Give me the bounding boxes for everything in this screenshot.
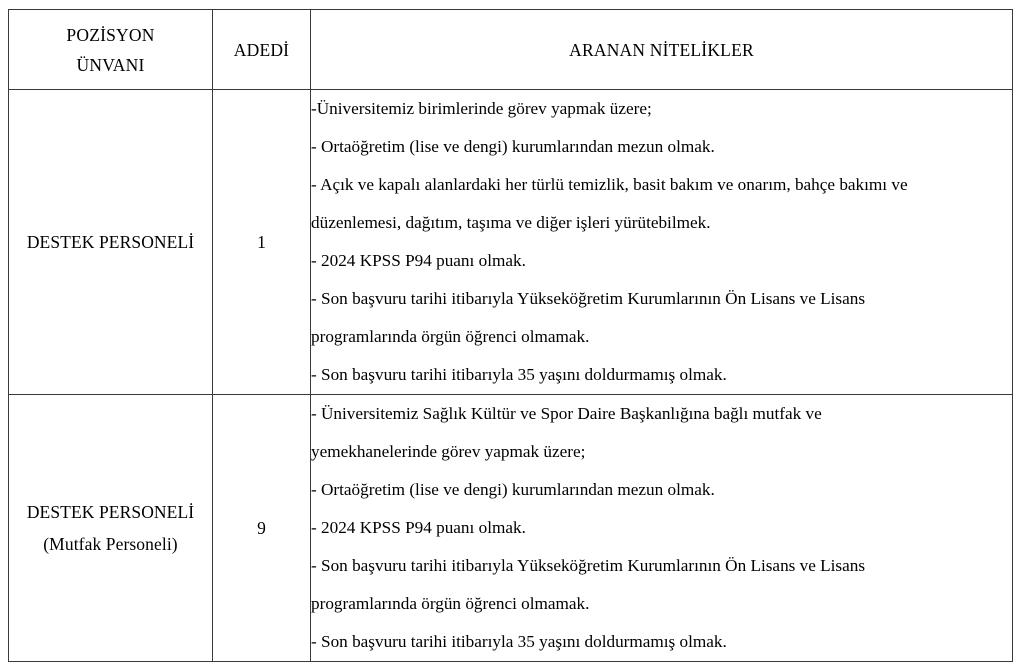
requirement-line: - Açık ve kapalı alanlardaki her türlü temizlik, basit bakım ve onarım, bahçe bakımı ve: [311, 175, 908, 194]
requirement-line: - Ortaöğretim (lise ve dengi) kurumlarından mezun olmak.: [311, 480, 715, 499]
requirement-line: - 2024 KPSS P94 puanı olmak.: [311, 518, 526, 537]
requirement-line: - Son başvuru tarihi itibarıyla Yükseköğretim Kurumlarının Ön Lisans ve Lisans: [311, 556, 866, 575]
requirement-line: -Üniversitemiz birimlerinde görev yapmak üzere;: [311, 99, 652, 118]
table-body: [9, 90, 1013, 662]
row-count: 1: [213, 90, 311, 395]
requirement-line: programlarında örgün öğrenci olmamak.: [311, 327, 590, 346]
requirement-line: - Son başvuru tarihi itibarıyla 35 yaşını doldurmamış olmak.: [311, 365, 727, 384]
requirement-line: - Üniversitemiz Sağlık Kültür ve Spor Daire Başkanlığına bağlı mutfak ve: [311, 404, 822, 423]
requirement-line: düzenlemesi, dağıtım, taşıma ve diğer işleri yürütebilmek.: [311, 213, 711, 232]
header-row: [9, 10, 1013, 90]
row-position-title: [9, 90, 213, 395]
table-header: [9, 10, 1013, 90]
table-row: [9, 395, 1013, 662]
header-requirements: ARANAN NİTELİKLER: [311, 10, 1013, 90]
requirement-line: - Son başvuru tarihi itibarıyla 35 yaşını doldurmamış olmak.: [311, 632, 727, 651]
requirement-line: - 2024 KPSS P94 puanı olmak.: [311, 251, 526, 270]
requirement-line: - Ortaöğretim (lise ve dengi) kurumlarından mezun olmak.: [311, 137, 715, 156]
vacancy-table: [8, 9, 1013, 662]
row-position-title: [9, 395, 213, 662]
requirement-line: programlarında örgün öğrenci olmamak.: [311, 594, 590, 613]
table-row: [9, 90, 1013, 395]
header-position-title: [9, 10, 213, 90]
requirement-line: - Son başvuru tarihi itibarıyla Yükseköğretim Kurumlarının Ön Lisans ve Lisans: [311, 289, 866, 308]
header-position-line-2: ÜNVANI: [76, 54, 145, 75]
row-count: 9: [213, 395, 311, 662]
position-line: DESTEK PERSONELİ: [26, 232, 195, 252]
requirement-line: yemekhanelerinde görev yapmak üzere;: [311, 442, 586, 461]
row-requirements: [311, 90, 1013, 395]
header-position-line-1: POZİSYON: [66, 24, 155, 45]
position-line: (Mutfak Personeli): [43, 534, 178, 554]
header-count: ADEDİ: [213, 10, 311, 90]
position-line: DESTEK PERSONELİ: [26, 502, 195, 522]
row-requirements: [311, 395, 1013, 662]
